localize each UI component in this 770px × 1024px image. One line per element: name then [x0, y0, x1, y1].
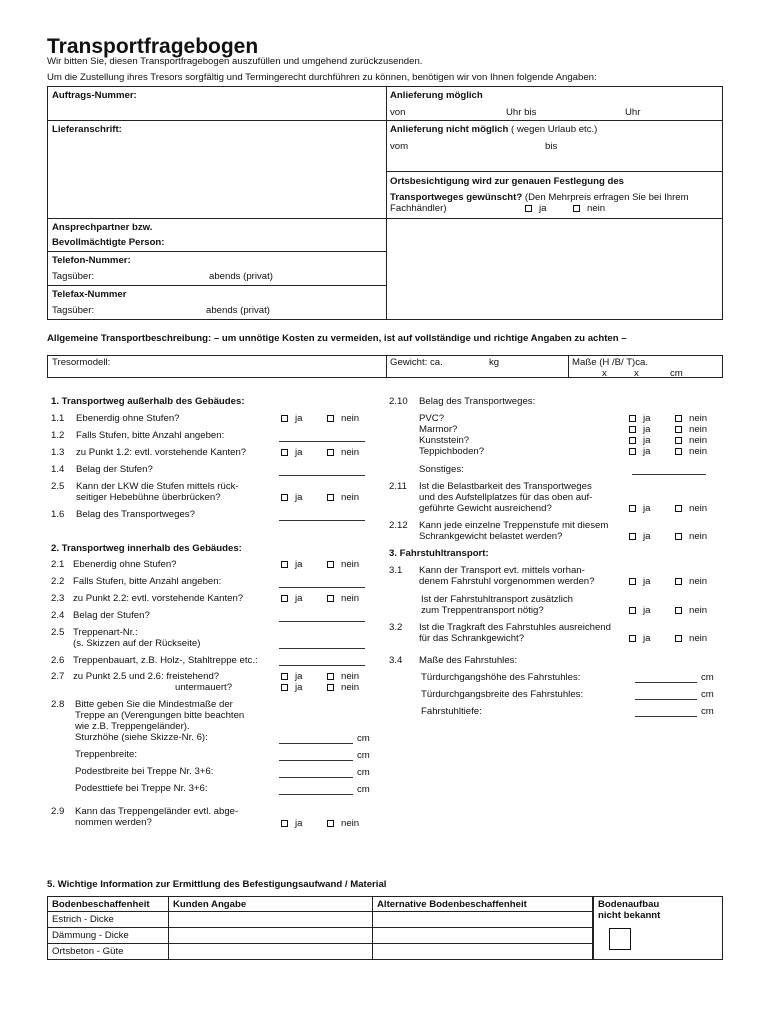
q-number: 3.4: [389, 655, 403, 666]
q-1-6-label: Belag des Transportweges?: [76, 509, 195, 520]
checkbox: [281, 494, 288, 501]
contact-person-label-1: Ansprechpartner bzw.: [52, 222, 153, 233]
contact-person-label-2: Bevollmächtigte Person:: [52, 237, 165, 248]
q-1-2-field[interactable]: [279, 441, 365, 442]
q-1-5-label-2: seitiger Hebebühne überbrücken?: [76, 492, 221, 503]
q-2-1-yes[interactable]: ja: [281, 559, 302, 571]
delivery-from-label: von: [390, 107, 406, 118]
q-3-1-yes[interactable]: ja: [629, 576, 650, 588]
q-3-1-label-1: Kann der Transport evt. mittels vorhan-: [419, 565, 585, 576]
q-number: 2.7: [51, 671, 65, 682]
checkbox: [281, 684, 288, 691]
pvc-yes[interactable]: ja: [629, 413, 650, 425]
q-2-6-label: Treppenbauart, z.B. Holz-, Stahltreppe etc.:: [73, 655, 258, 666]
q-number: 2.11: [389, 481, 407, 492]
q-2-5-field[interactable]: [279, 648, 365, 649]
q-2-8-label-3: wie z.B. Treppengeländer).: [75, 721, 190, 732]
checkbox: [327, 561, 334, 568]
checkbox: [675, 448, 682, 455]
marble-yes[interactable]: ja: [629, 424, 650, 436]
q-number: 2.4: [51, 610, 65, 621]
carpet-label: Teppichboden?: [419, 446, 485, 457]
q-2-3-label: zu Punkt 2.2: evtl. vorstehende Kanten?: [73, 593, 244, 604]
q-2-4-field[interactable]: [279, 621, 365, 622]
q-number: 2.5: [51, 481, 65, 492]
q-number: 1.2: [51, 430, 65, 441]
phone-evening-label: abends (privat): [209, 271, 273, 282]
unknown-floor-label-2: nicht bekannt: [598, 910, 661, 921]
q-1-6-field[interactable]: [279, 520, 365, 521]
q-1-2-label: Falls Stufen, bitte Anzahl angeben:: [76, 430, 225, 441]
q-3-1b-label-2: zum Treppentransport nötig?: [421, 605, 544, 616]
unit-cm: cm: [357, 784, 370, 795]
q-2-10-label: Belag des Transportweges:: [419, 396, 536, 407]
checkbox: [675, 437, 682, 444]
q-2-9-yes[interactable]: ja: [281, 818, 302, 830]
q-2-1-no[interactable]: nein: [327, 559, 359, 571]
checkbox: [281, 415, 288, 422]
q-number: 1.6: [51, 509, 65, 520]
other-field[interactable]: [632, 474, 706, 475]
q-2-11-label-2: und des Aufstellplatzes für das oben auf-: [419, 492, 593, 503]
door-width-label: Türdurchgangsbreite des Fahrstuhles:: [421, 689, 584, 700]
q-2-12-yes[interactable]: ja: [629, 531, 650, 543]
q-2-12-no[interactable]: nein: [675, 531, 707, 543]
q-3-1b-yes[interactable]: ja: [629, 605, 650, 617]
door-height-label: Türdurchgangshöhe des Fahrstuhles:: [421, 672, 581, 683]
q-1-5-no[interactable]: nein: [327, 492, 359, 504]
dims-label: Maße (H /B/ T)ca.: [572, 357, 649, 368]
q-3-1b-label-1: Ist der Fahrstuhltransport zusätzlich: [421, 594, 573, 605]
carpet-no[interactable]: nein: [675, 446, 707, 458]
q-1-1-yes[interactable]: ja: [281, 413, 302, 425]
phone-daytime-label: Tagsüber:: [52, 271, 95, 282]
site-visit-label-3: Fachhändler): [390, 203, 447, 214]
stone-no[interactable]: nein: [675, 435, 707, 447]
q-3-1-label-2: denem Fahrstuhl vorgenommen werden?: [419, 576, 595, 587]
q-number: 1.3: [51, 447, 65, 458]
delivery-impossible-to: bis: [545, 141, 558, 152]
order-number-label: Auftrags-Nummer:: [52, 90, 137, 101]
section2-heading: 2. Transportweg innerhalb des Gebäudes:: [51, 543, 242, 554]
fax-daytime-label: Tagsüber:: [52, 305, 95, 316]
checkbox: [327, 595, 334, 602]
checkbox: [675, 426, 682, 433]
q-1-5-yes[interactable]: ja: [281, 492, 302, 504]
checkbox: [281, 820, 288, 827]
q-2-3-no[interactable]: nein: [327, 593, 359, 605]
q-number: 2.8: [51, 699, 65, 710]
general-heading: Allgemeine Transportbeschreibung: – um unnötige Kosten zu vermeiden, ist auf vollständige und richtige Angaben zu achten –: [47, 333, 627, 344]
unit-cm: cm: [701, 706, 714, 717]
checkbox: [675, 533, 682, 540]
checkbox: [629, 426, 636, 433]
carpet-yes[interactable]: ja: [629, 446, 650, 458]
marble-label: Marmor?: [419, 424, 458, 435]
checkbox[interactable]: [525, 205, 532, 212]
q-2-9-label-2: nommen werden?: [75, 817, 152, 828]
stair-width-field[interactable]: [279, 760, 353, 761]
unit-cm: cm: [357, 750, 370, 761]
q-1-3-yes[interactable]: ja: [281, 447, 302, 459]
unit-cm: cm: [701, 672, 714, 683]
q-1-4-field[interactable]: [279, 475, 365, 476]
section5-heading: 5. Wichtige Information zur Ermittlung des Befestigungsaufwand / Material: [47, 879, 387, 890]
q-1-1-no[interactable]: nein: [327, 413, 359, 425]
q-3-2-no[interactable]: nein: [675, 633, 707, 645]
q-2-1-label: Ebenerdig ohne Stufen?: [73, 559, 177, 570]
unknown-floor-checkbox[interactable]: [609, 928, 631, 950]
q-2-7b-yes[interactable]: ja: [281, 682, 302, 694]
checkbox: [675, 635, 682, 642]
delivery-impossible-from: vom: [390, 141, 409, 152]
checkbox: [675, 415, 682, 422]
q-number: 2.6: [51, 655, 65, 666]
checkbox: [629, 635, 636, 642]
q-2-11-label-1: Ist die Belastbarkeit des Transportweges: [419, 481, 592, 492]
weight-label: Gewicht: ca.: [390, 357, 443, 368]
q-3-2-label-2: für das Schrankgewicht?: [419, 633, 525, 644]
q-2-7-label-2: untermauert?: [175, 682, 233, 693]
q-number: 3.2: [389, 622, 403, 633]
q-number: 2.9: [51, 806, 65, 817]
pvc-label: PVC?: [419, 413, 445, 424]
pvc-no[interactable]: nein: [675, 413, 707, 425]
intro-text-1: Wir bitten Sie, diesen Transportfragebogen auszufüllen und umgehend zurückzusenden.: [47, 56, 423, 67]
q-2-8-label-2: Treppe an (Verengungen bitte beachten: [75, 710, 245, 721]
unit-cm: cm: [357, 767, 370, 778]
checkbox: [675, 505, 682, 512]
dims-x2: x: [634, 368, 639, 379]
checkbox: [281, 561, 288, 568]
checkbox: [281, 595, 288, 602]
unknown-floor-label-1: Bodenaufbau: [598, 899, 660, 910]
checkbox: [675, 578, 682, 585]
q-2-11-no[interactable]: nein: [675, 503, 707, 515]
q-number: 1.4: [51, 464, 65, 475]
q-2-5-label-2: (s. Skizzen auf der Rückseite): [73, 638, 201, 649]
checkbox: [327, 820, 334, 827]
q-2-4-label: Belag der Stufen?: [73, 610, 150, 621]
floor-row-3: Ortsbeton - Güte: [52, 946, 124, 957]
q-1-4-label: Belag der Stufen?: [76, 464, 153, 475]
q-2-11-label-3: geführte Gewicht ausreichend?: [419, 503, 552, 514]
delivery-clock-label: Uhr: [625, 107, 641, 118]
checkbox: [327, 449, 334, 456]
floor-col-3: Alternative Bodenbeschaffenheit: [377, 899, 527, 910]
lintel-height-field[interactable]: [279, 743, 353, 744]
q-2-7a-no[interactable]: nein: [327, 671, 359, 683]
checkbox: [327, 684, 334, 691]
checkbox: [629, 415, 636, 422]
stone-label: Kunststein?: [419, 435, 470, 446]
dims-x1: x: [602, 368, 607, 379]
floor-row-2: Dämmung - Dicke: [52, 930, 129, 941]
checkbox: [281, 673, 288, 680]
q-2-12-label-2: Schrankgewicht belastet werden?: [419, 531, 563, 542]
door-width-field[interactable]: [635, 699, 697, 700]
fax-evening-label: abends (privat): [206, 305, 270, 316]
fax-label: Telefax-Nummer: [52, 289, 127, 300]
site-visit-label-1: Ortsbesichtigung wird zur genauen Festlegung des: [390, 176, 625, 187]
floor-row-1: Estrich - Dicke: [52, 914, 114, 925]
checkbox: [629, 437, 636, 444]
q-2-6-field[interactable]: [279, 665, 365, 666]
q-number: 2.12: [389, 520, 408, 531]
delivery-possible-label: Anlieferung möglich: [390, 90, 483, 101]
lift-depth-field[interactable]: [635, 716, 697, 717]
q-number: 3.1: [389, 565, 403, 576]
page-title: Transportfragebogen: [47, 35, 259, 58]
marble-no[interactable]: nein: [675, 424, 707, 436]
dims-unit: cm: [670, 368, 683, 379]
door-height-field[interactable]: [635, 682, 697, 683]
q-3-2-yes[interactable]: ja: [629, 633, 650, 645]
safe-model-label: Tresormodell:: [52, 357, 111, 368]
q-3-1b-no[interactable]: nein: [675, 605, 707, 617]
q-2-12-label-1: Kann jede einzelne Treppenstufe mit diesem: [419, 520, 609, 531]
landing-depth-field[interactable]: [279, 794, 353, 795]
q-number: 2.3: [51, 593, 65, 604]
q-2-5-label-1: Treppenart-Nr.:: [73, 627, 138, 638]
delivery-clock-to-label: Uhr bis: [506, 107, 537, 118]
q-2-3-yes[interactable]: ja: [281, 593, 302, 605]
q-number: 2.10: [389, 396, 408, 407]
site-visit-label-2: Transportweges gewünscht? (Den Mehrpreis erfragen Sie bei Ihrem: [390, 192, 689, 203]
q-3-2-label-1: Ist die Tragkraft des Fahrstuhles ausreichend: [419, 622, 611, 633]
floor-col-2: Kunden Angabe: [173, 899, 247, 910]
q-1-5-label-1: Kann der LKW die Stufen mittels rück-: [76, 481, 239, 492]
other-label: Sonstiges:: [419, 464, 464, 475]
unit-cm: cm: [357, 733, 370, 744]
checkbox: [327, 673, 334, 680]
section1-heading: 1. Transportweg außerhalb des Gebäudes:: [51, 396, 245, 407]
checkbox: [629, 505, 636, 512]
q-2-8-label-4: Sturzhöhe (siehe Skizze-Nr. 6):: [75, 732, 208, 743]
landing-width-field[interactable]: [279, 777, 353, 778]
q-1-1-label: Ebenerdig ohne Stufen?: [76, 413, 180, 424]
site-visit-no-option[interactable]: nein: [573, 203, 605, 215]
q-2-7-label-1: zu Punkt 2.5 und 2.6: freistehend?: [73, 671, 220, 682]
floor-col-1: Bodenbeschaffenheit: [52, 899, 150, 910]
checkbox: [281, 449, 288, 456]
landing-width-label: Podestbreite bei Treppe Nr. 3+6:: [75, 766, 214, 777]
q-1-3-label: zu Punkt 1.2: evtl. vorstehende Kanten?: [76, 447, 247, 458]
checkbox: [629, 578, 636, 585]
q-number: 2.5: [51, 627, 65, 638]
q-2-11-yes[interactable]: ja: [629, 503, 650, 515]
q-2-7b-no[interactable]: nein: [327, 682, 359, 694]
stair-width-label: Treppenbreite:: [75, 749, 138, 760]
phone-label: Telefon-Nummer:: [52, 255, 131, 266]
checkbox: [327, 494, 334, 501]
q-3-1-no[interactable]: nein: [675, 576, 707, 588]
site-visit-yes-option[interactable]: ja: [525, 203, 546, 215]
checkbox[interactable]: [573, 205, 580, 212]
checkbox: [327, 415, 334, 422]
q-number: 1.1: [51, 413, 65, 424]
lift-depth-label: Fahrstuhltiefe:: [421, 706, 482, 717]
weight-unit: kg: [489, 357, 500, 368]
q-2-2-label: Falls Stufen, bitte Anzahl angeben:: [73, 576, 222, 587]
unit-cm: cm: [701, 689, 714, 700]
q-2-2-field[interactable]: [279, 587, 365, 588]
checkbox: [629, 448, 636, 455]
delivery-address-label: Lieferanschrift:: [52, 124, 122, 135]
checkbox: [629, 533, 636, 540]
delivery-impossible-label: Anlieferung nicht möglich ( wegen Urlaub etc.): [390, 124, 598, 135]
checkbox: [629, 607, 636, 614]
q-2-7a-yes[interactable]: ja: [281, 671, 302, 683]
landing-depth-label: Podesttiefe bei Treppe Nr. 3+6:: [75, 783, 208, 794]
checkbox: [675, 607, 682, 614]
q-number: 2.2: [51, 576, 65, 587]
q-3-4-label: Maße des Fahrstuhles:: [419, 655, 518, 666]
q-2-9-label-1: Kann das Treppengeländer evtl. abge-: [75, 806, 239, 817]
intro-text-2: Um die Zustellung ihres Tresors sorgfältig und Termingerecht durchführen zu können, benötigen wir von Ihnen folgende Angaben:: [47, 72, 597, 83]
section3-heading: 3. Fahrstuhltransport:: [389, 548, 489, 559]
q-2-8-label-1: Bitte geben Sie die Mindestmaße der: [75, 699, 233, 710]
stone-yes[interactable]: ja: [629, 435, 650, 447]
q-number: 2.1: [51, 559, 65, 570]
q-1-3-no[interactable]: nein: [327, 447, 359, 459]
q-2-9-no[interactable]: nein: [327, 818, 359, 830]
